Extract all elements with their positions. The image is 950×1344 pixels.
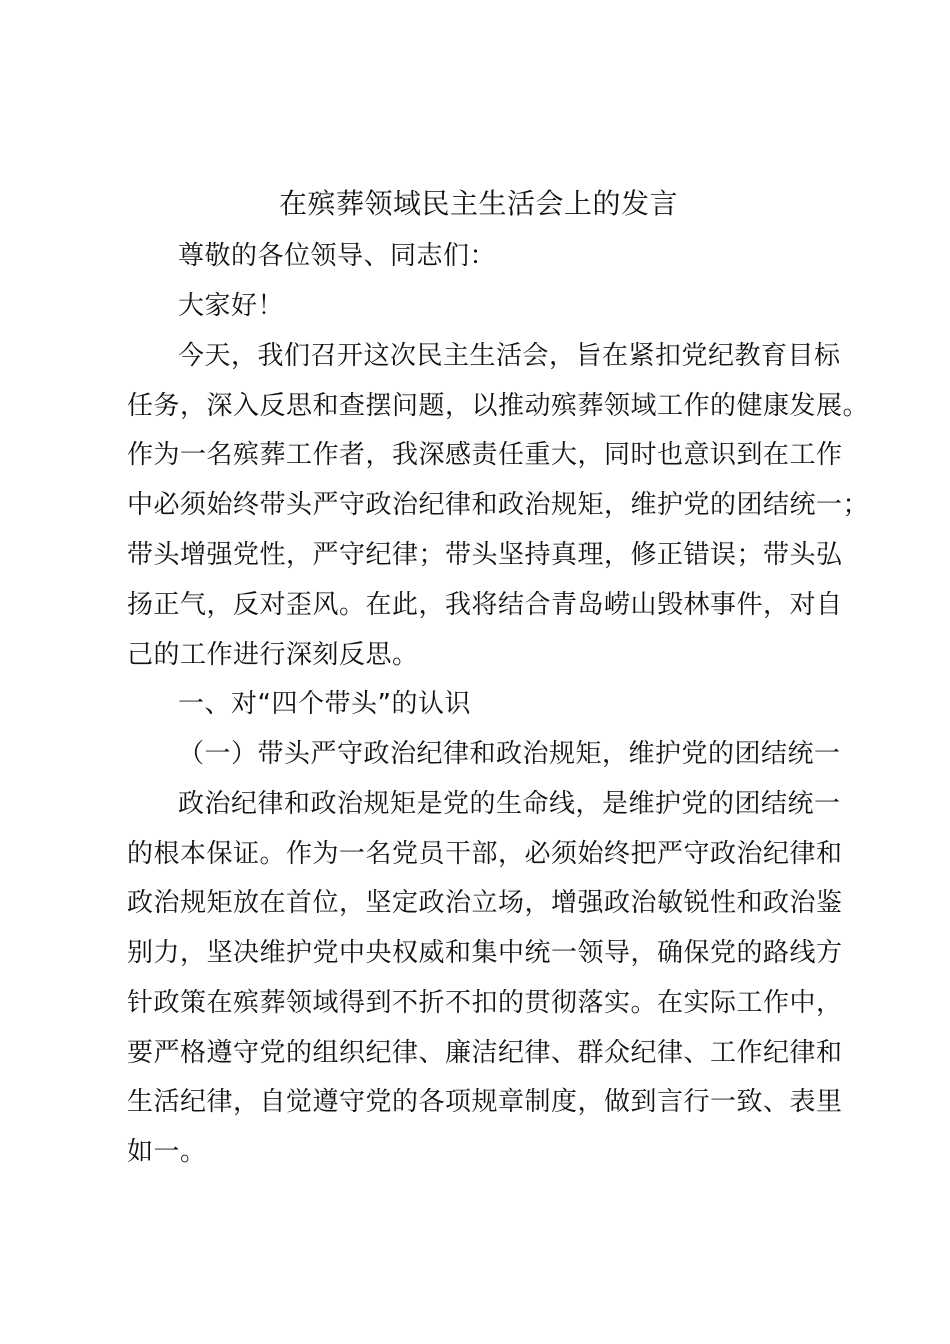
paragraph-line: 中必须始终带头严守政治纪律和政治规矩，维护党的团结统一；	[127, 490, 870, 520]
salutation: 尊敬的各位领导、同志们：	[178, 241, 497, 271]
document-title: 在殡葬领域民主生活会上的发言	[279, 187, 679, 220]
paragraph-line: 别力，坚决维护党中央权威和集中统一领导，确保党的路线方	[127, 938, 843, 968]
paragraph-line: 生活纪律，自觉遵守党的各项规章制度，做到言行一致、表里	[127, 1087, 843, 1117]
paragraph-line: 今天，我们召开这次民主生活会，旨在紧扣党纪教育目标	[178, 341, 841, 371]
paragraph-line: 的根本保证。作为一名党员干部，必须始终把严守政治纪律和	[127, 839, 843, 869]
paragraph-line: 作为一名殡葬工作者，我深感责任重大，同时也意识到在工作	[127, 440, 843, 470]
paragraph-line: 如一。	[127, 1137, 207, 1167]
paragraph-line: 要严格遵守党的组织纪律、廉洁纪律、群众纪律、工作纪律和	[127, 1038, 843, 1068]
paragraph-line: 己的工作进行深刻反思。	[127, 640, 419, 670]
paragraph-line: 任务，深入反思和查摆问题，以推动殡葬领域工作的健康发展。	[127, 391, 870, 421]
greeting: 大家好！	[178, 291, 285, 321]
paragraph-line: 带头增强党性，严守纪律；带头坚持真理，修正错误；带头弘	[127, 540, 843, 570]
paragraph-line: 政治纪律和政治规矩是党的生命线，是维护党的团结统一	[178, 789, 841, 819]
paragraph-line: 扬正气，反对歪风。在此，我将结合青岛崂山毁林事件，对自	[127, 590, 843, 620]
subsection-heading: （一）带头严守政治纪律和政治规矩，维护党的团结统一	[178, 739, 841, 769]
paragraph-line: 政治规矩放在首位，坚定政治立场，增强政治敏锐性和政治鉴	[127, 888, 843, 918]
paragraph-line: 针政策在殡葬领域得到不折不扣的贯彻落实。在实际工作中，	[127, 988, 843, 1018]
section-heading: 一、对“四个带头”的认识	[178, 689, 471, 719]
